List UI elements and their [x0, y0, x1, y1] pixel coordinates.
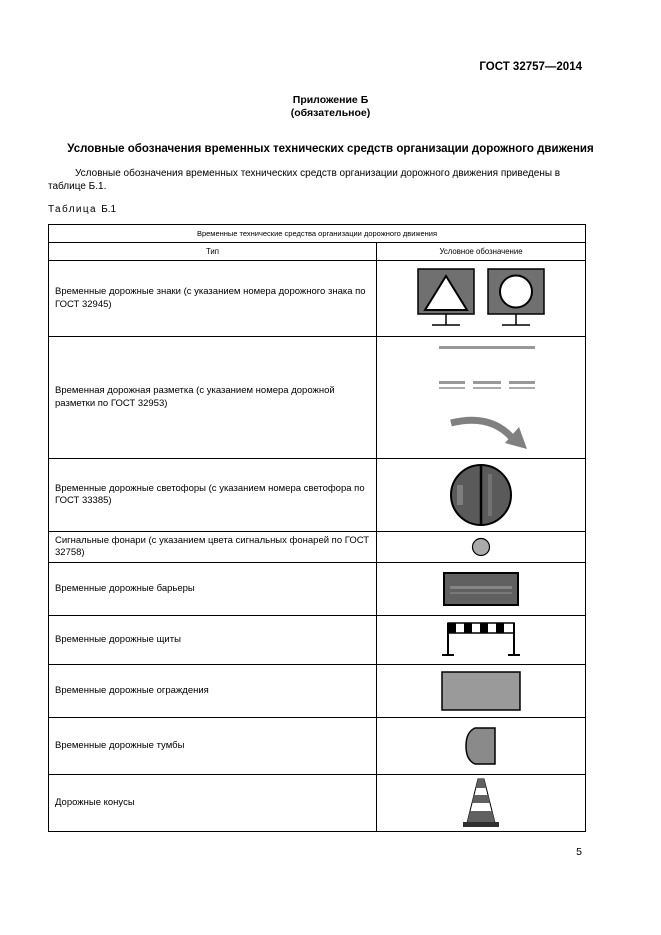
- signal-lamp-icon: [470, 536, 492, 558]
- table-row: [49, 261, 586, 337]
- row-symbol: [377, 261, 586, 337]
- road-signs-icon: [416, 267, 546, 331]
- annex-header: [0, 94, 661, 120]
- table-title: Временные технические средства организации дорожного движения: [49, 225, 586, 243]
- intro-paragraph: Условные обозначения временных технических средств организации дорожного движения приведены в таблице Б.1.: [48, 168, 561, 192]
- row-label: Временные дорожные щиты: [49, 616, 377, 665]
- table-row: [49, 665, 586, 718]
- row-label: Временные дорожные ограждения: [49, 665, 377, 718]
- table-caption: [48, 204, 116, 215]
- table-row: [49, 532, 586, 563]
- row-label: Дорожные конусы: [49, 775, 377, 832]
- row-symbol: [377, 616, 586, 665]
- row-label: Временные дорожные знаки (с указанием номера дорожного знака по ГОСТ 32945): [49, 261, 377, 337]
- table-row: [49, 616, 586, 665]
- row-label: Временные дорожные тумбы: [49, 718, 377, 775]
- table-row: [49, 775, 586, 832]
- bollard-icon: [463, 725, 499, 767]
- road-marking-icon: [421, 343, 541, 453]
- column-header-symbol: Условное обозначение: [377, 243, 586, 261]
- fence-icon: [440, 670, 522, 712]
- row-symbol: [377, 775, 586, 832]
- table-row: [49, 563, 586, 616]
- row-symbol: [377, 563, 586, 616]
- symbols-table: [48, 224, 586, 832]
- annex-status: (обязательное): [290, 107, 371, 119]
- table-caption-number: Б.1: [101, 204, 117, 215]
- row-symbol: [377, 532, 586, 563]
- cone-icon: [461, 777, 501, 829]
- column-header-type: Тип: [49, 243, 377, 261]
- row-label: Временные дорожные светофоры (с указанием номера светофора по ГОСТ 33385): [49, 459, 377, 532]
- row-symbol: [377, 459, 586, 532]
- section-heading: Условные обозначения временных технических средств организации дорожного движения: [67, 143, 594, 155]
- page-number: 5: [576, 846, 582, 858]
- annex-title: Приложение Б: [292, 94, 369, 106]
- traffic-light-icon: [448, 462, 514, 528]
- document-code: ГОСТ 32757—2014: [479, 61, 582, 73]
- table-caption-word: Таблица: [48, 204, 98, 215]
- barrier-icon: [442, 571, 520, 607]
- row-label: Временные дорожные барьеры: [49, 563, 377, 616]
- row-symbol: [377, 665, 586, 718]
- table-row: [49, 718, 586, 775]
- row-symbol: [377, 718, 586, 775]
- table-row: [49, 337, 586, 459]
- row-label: Сигнальные фонари (с указанием цвета сигнальных фонарей по ГОСТ 32758): [49, 532, 377, 563]
- row-symbol: [377, 337, 586, 459]
- table-row: [49, 459, 586, 532]
- shield-board-icon: [440, 621, 522, 659]
- row-label: Временная дорожная разметка (с указанием номера дорожной разметки по ГОСТ 32953): [49, 337, 377, 459]
